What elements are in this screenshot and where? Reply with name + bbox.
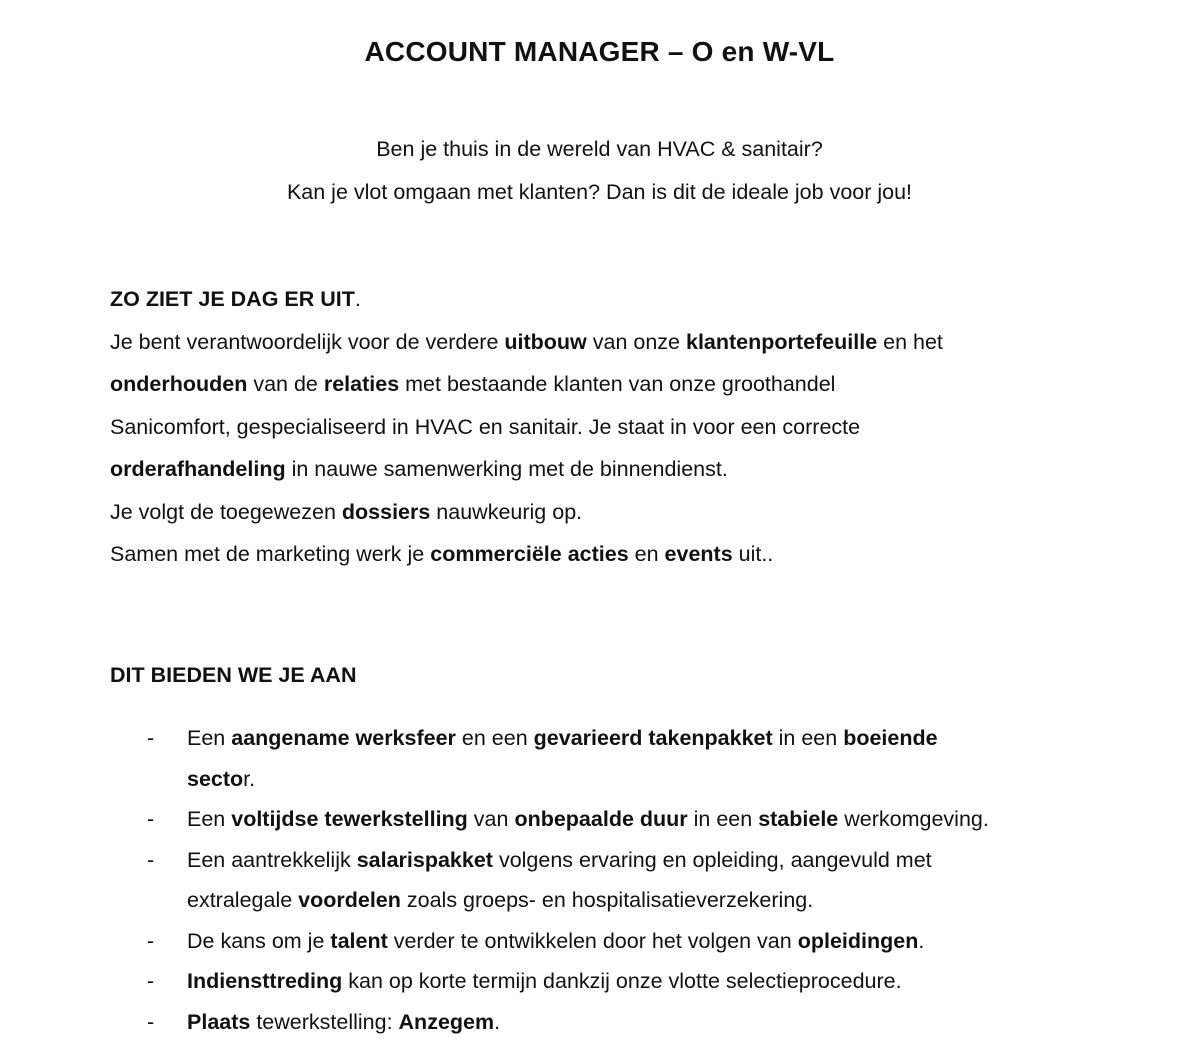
text-run: werkomgeving. <box>838 807 989 831</box>
list-item <box>110 961 1100 1002</box>
intro-block <box>0 128 1199 214</box>
text-run: . <box>918 928 925 953</box>
bold-run: Plaats <box>187 1009 251 1034</box>
item-line <box>187 961 1100 1002</box>
section-offer <box>110 655 1110 695</box>
text-run: verder te ontwikkelen door het volgen van <box>387 928 798 953</box>
bold-run: relaties <box>323 372 400 396</box>
bold-run: voordelen <box>298 888 401 912</box>
section-heading: DIT BIEDEN WE JE AAN <box>110 663 357 687</box>
bold-run: stabiele <box>758 807 839 831</box>
item-line <box>187 921 1100 962</box>
body-line: Sanicomfort, gespecialiseerd in HVAC en sanitair. Je staat in voor een correcte <box>110 414 861 439</box>
text-run: van de <box>247 372 324 396</box>
benefits-list <box>110 718 1100 1042</box>
bold-run: klantenportefeuille <box>686 329 878 354</box>
bold-run: uitbouw <box>504 329 587 354</box>
bold-run: boeiende <box>843 726 938 750</box>
list-dash: - <box>147 807 155 831</box>
section-body <box>110 321 1110 576</box>
text-run: in een <box>772 726 844 750</box>
page-title: ACCOUNT MANAGER – O en W-VL <box>364 36 835 67</box>
item-line <box>187 1002 1100 1043</box>
text-run: Een <box>187 726 232 750</box>
bold-run: secto <box>187 766 244 791</box>
item-line <box>187 880 1100 921</box>
item-line <box>187 799 1100 840</box>
section-heading <box>110 278 1110 321</box>
text-run: Een aantrekkelijk <box>187 847 357 872</box>
body-line <box>110 533 1110 576</box>
text-run: . <box>494 1009 501 1034</box>
text-run: en <box>628 542 665 566</box>
bold-run: voltijdse tewerkstelling <box>231 807 468 831</box>
text-run: volgens ervaring en opleiding, aangevuld met <box>492 847 932 872</box>
text-run: nauwkeurig op. <box>430 499 583 524</box>
text-run: kan op korte termijn dankzij onze vlotte selectieprocedure. <box>342 969 902 993</box>
text-run: Je bent verantwoordelijk voor de verdere <box>110 329 505 354</box>
list-item <box>110 840 1100 921</box>
bold-run: aangename werksfeer <box>231 726 456 750</box>
text-run: tewerkstelling: <box>250 1009 399 1034</box>
list-item <box>110 799 1100 840</box>
text-run: in een <box>687 807 759 831</box>
bold-run: orderafhandeling <box>110 457 286 481</box>
text-run: van onze <box>586 329 686 354</box>
text-run: in nauwe samenwerking met de binnendienst. <box>285 457 728 481</box>
body-line <box>110 491 1110 534</box>
text-run: uit.. <box>732 542 774 566</box>
text-run: De kans om je <box>187 928 331 953</box>
bold-run: onderhouden <box>110 372 248 396</box>
list-dash: - <box>147 928 155 953</box>
item-line <box>187 759 1100 800</box>
heading-punctuation: . <box>354 287 361 311</box>
list-dash: - <box>147 1009 155 1034</box>
bold-run: Indiensttreding <box>187 969 343 993</box>
item-line <box>187 840 1100 881</box>
intro-line: Kan je vlot omgaan met klanten? Dan is dit de ideale job voor jou! <box>286 180 913 204</box>
section-daily-tasks <box>110 278 1110 576</box>
bold-run: opleidingen <box>797 928 919 953</box>
text-run: van <box>467 807 515 831</box>
body-line <box>110 363 1110 406</box>
body-line <box>110 448 1110 491</box>
bold-run: dossiers <box>341 499 431 524</box>
section-heading-text: ZO ZIET JE DAG ER UIT <box>110 287 355 311</box>
item-line <box>187 718 1100 759</box>
bold-run: Anzegem <box>398 1009 495 1034</box>
bold-run: commerciële acties <box>430 542 629 566</box>
body-line <box>110 321 1110 364</box>
list-dash: - <box>147 726 155 750</box>
text-run: en het <box>877 329 943 354</box>
text-run: r. <box>243 766 256 791</box>
intro-line: Ben je thuis in de wereld van HVAC & sanitair? <box>376 137 823 161</box>
text-run: zoals groeps- en hospitalisatieverzekering. <box>400 888 814 912</box>
bold-run: salarispakket <box>356 847 493 872</box>
text-run: Een <box>187 807 232 831</box>
text-run: Samen met de marketing werk je <box>110 542 431 566</box>
list-dash: - <box>147 969 155 993</box>
bold-run: talent <box>330 928 388 953</box>
list-item <box>110 921 1100 962</box>
bold-run: gevarieerd takenpakket <box>533 726 773 750</box>
list-item <box>110 1002 1100 1043</box>
list-item <box>110 718 1100 799</box>
text-run: extralegale <box>187 888 299 912</box>
text-run: met bestaande klanten van onze groothandel <box>399 372 836 396</box>
bold-run: onbepaalde duur <box>514 807 688 831</box>
bold-run: events <box>664 542 733 566</box>
list-dash: - <box>147 847 155 872</box>
text-run: Je volgt de toegewezen <box>110 499 342 524</box>
text-run: en een <box>455 726 534 750</box>
